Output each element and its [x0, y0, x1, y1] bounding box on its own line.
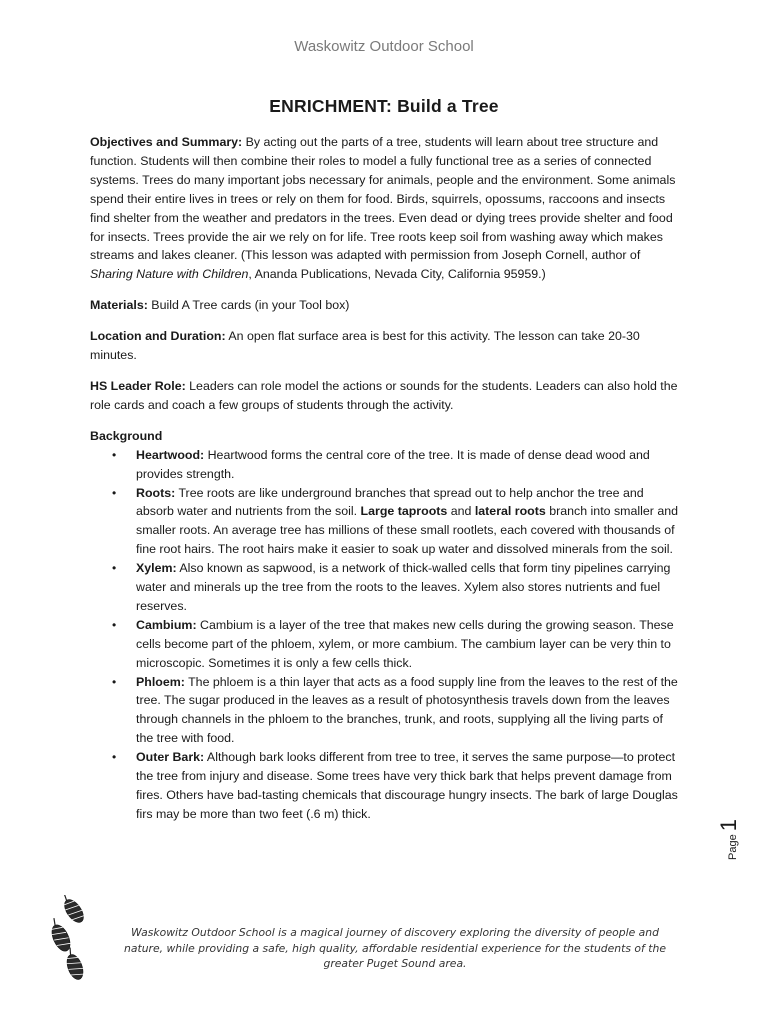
objectives-text: By acting out the parts of a tree, students will learn about tree structure and function. Students will then combine their roles to model a fully functional tree as a series of connected systems. Trees do many important jobs necessary for animals, people and the environment. Some animals spend their entire lives in trees or rely on them for food. Birds, squirrels, opossums, raccoons and insects find shelter from the weather and predators in the trees. Even dead or dying trees provide shelter and food for insects. Trees provide the air we rely on for life. Tree roots keep soil from washing away which makes streams and lakes cleaner. (This lesson was adapted with permission from Joseph Cornell, author of [90, 135, 676, 263]
phloem-label: Phloem: [136, 674, 185, 689]
page-title: ENRICHMENT: Build a Tree [269, 96, 499, 116]
list-item-outer-bark [90, 748, 682, 824]
location-paragraph [90, 327, 682, 365]
heartwood-label: Heartwood: [136, 447, 205, 462]
outer-bark-text: Although bark looks different from tree to tree, it serves the same purpose—to protect the tree from injury and disease. Some trees have very thick bark that helps prevent damage from fires. Others have bad-tasting chemicals that discourage hungry insects. The bark of large Douglas firs may be more than two feet (.6 m) thick. [136, 750, 678, 821]
list-item-heartwood [90, 446, 682, 484]
page-number [716, 819, 742, 860]
footer-mission: Waskowitz Outdoor School is a magical journey of discovery exploring the diversity of people and nature, while providing a safe, high quality, affordable residential experience for the students of the greater Puget Sound area. [124, 926, 666, 970]
roots-text: Tree roots are like underground branches that spread out to help anchor the tree and absorb water and nutrients from the soil. [136, 485, 644, 519]
roots-label: Roots: [136, 485, 176, 500]
outer-bark-label: Outer Bark: [136, 750, 205, 765]
bullet-icon: • [112, 750, 117, 765]
taproots-term: Large taproots [360, 504, 448, 519]
materials-text: Build A Tree cards (in your Tool box) [147, 298, 350, 313]
objectives-paragraph [90, 133, 682, 284]
book-title: Sharing Nature with Children [90, 267, 249, 282]
objectives-label: Objectives and Summary: [90, 135, 243, 149]
lateral-roots-term: lateral roots [474, 504, 546, 519]
page-header: Waskowitz Outdoor School [294, 38, 474, 55]
location-label: Location and Duration: [90, 329, 226, 344]
document-body [90, 133, 682, 824]
materials-label: Materials: [90, 298, 148, 313]
bullet-icon: • [112, 674, 117, 689]
list-item-phloem [90, 673, 682, 749]
bullet-icon: • [112, 485, 117, 500]
pinecone-icon [44, 895, 106, 987]
xylem-text: Also known as sapwood, is a network of thick-walled cells that form tiny pipelines carrying water and minerals up the tree from the roots to the leaves. Xylem also stores nutrients and fuel reserves. [136, 561, 671, 613]
bullet-icon: • [112, 617, 117, 632]
xylem-label: Xylem: [136, 561, 177, 576]
cambium-label: Cambium: [136, 617, 197, 632]
background-heading: Background [90, 428, 163, 443]
phloem-text: The phloem is a thin layer that acts as a food supply line from the leaves to the rest of the tree. The sugar produced in the leaves as a result of photosynthesis travels down from the leaves through channels in the phloem to the branches, trunk, and roots, supplying all the living parts of the tree with food. [136, 674, 678, 746]
page-number-value: 1 [716, 819, 741, 832]
objectives-text-end: , Ananda Publications, Nevada City, California 95959.) [248, 267, 546, 282]
roots-text-end: branch into smaller and smaller roots. An average tree has millions of these small rootlets, each covered with thousands of fine root hairs. The root hairs make it easier to soak up water and dissolved minerals from the soil. [136, 504, 679, 557]
location-text: An open flat surface area is best for this activity. The lesson can take 20-30 minutes. [90, 329, 640, 363]
background-list [90, 446, 682, 824]
cambium-text: Cambium is a layer of the tree that makes new cells during the growing season. These cells become part of the phloem, xylem, or more cambium. The cambium layer can be very thin to microscopic. Sometimes it is only a few cells thick. [136, 617, 674, 670]
list-item-xylem [90, 559, 682, 616]
roots-text-and: and [447, 504, 475, 519]
materials-paragraph [90, 296, 682, 315]
page-number-label: Page [727, 834, 739, 860]
list-item-cambium [90, 616, 682, 673]
bullet-icon: • [112, 447, 117, 462]
leader-paragraph [90, 377, 682, 415]
bullet-icon: • [112, 561, 117, 576]
heartwood-text: Heartwood forms the central core of the tree. It is made of dense dead wood and provides strength. [136, 447, 650, 481]
leader-text: Leaders can role model the actions or sounds for the students. Leaders can also hold the role cards and coach a few groups of students through the activity. [90, 378, 678, 412]
leader-label: HS Leader Role: [90, 378, 186, 393]
list-item-roots [90, 484, 682, 560]
